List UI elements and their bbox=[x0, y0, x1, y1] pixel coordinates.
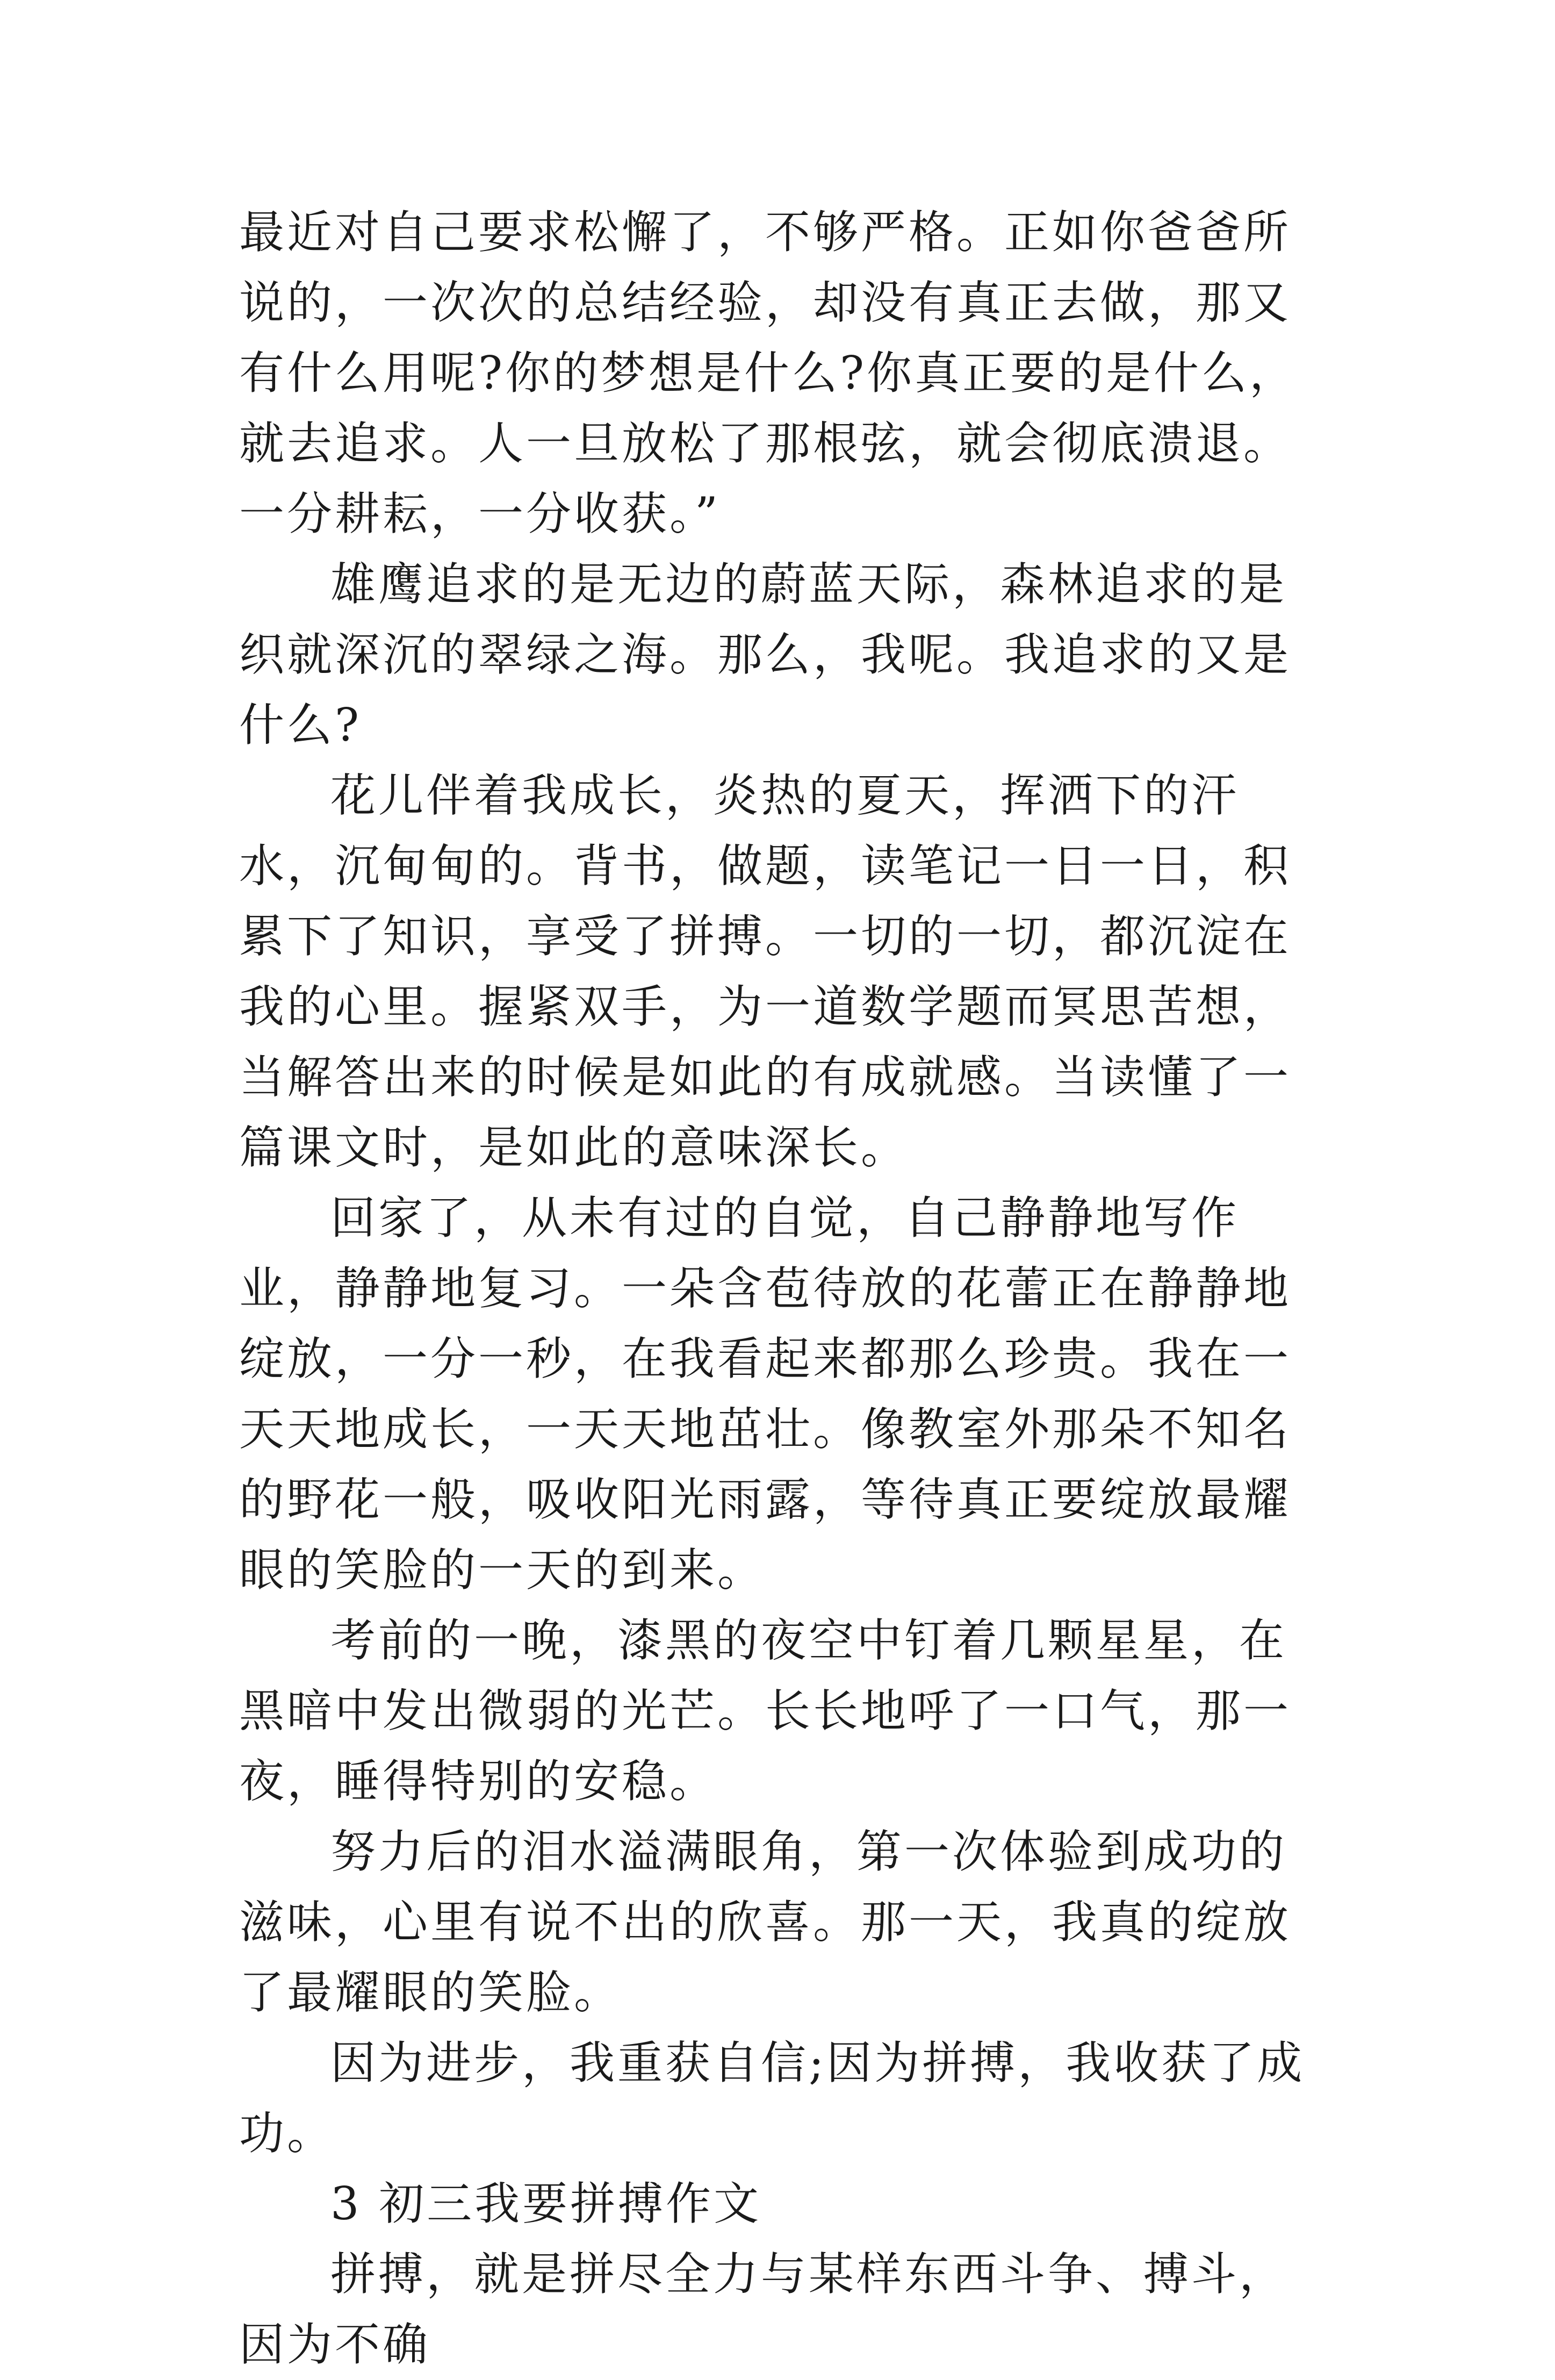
paragraph-struggle: 拼搏，就是拼尽全力与某样东西斗争、搏斗，因为不确 bbox=[239, 2248, 1287, 2371]
paragraph-progress: 因为进步，我重获自信;因为拼搏，我收获了成功。 bbox=[239, 2037, 1305, 2160]
paragraph-continuation: 最近对自己要求松懈了，不够严格。正如你爸爸所说的，一次次的总结经验，却没有真正去做，那又有什么用呢?你的梦想是什么?你真正要的是什么，就去追求。人一旦放松了那根弦，就会彻底溃退。一分耕耘，一分收获。” bbox=[239, 206, 1298, 540]
paragraph-night: 考前的一晚，漆黑的夜空中钉着几颗星星，在黑暗中发出微弱的光芒。长长地呼了一口气，那一夜，睡得特别的安稳。 bbox=[239, 1614, 1292, 1808]
document-body bbox=[239, 197, 1330, 2380]
paragraph-eagle: 雄鹰追求的是无边的蔚蓝天际，森林追求的是织就深沉的翠绿之海。那么，我呢。我追求的又是什么? bbox=[239, 558, 1292, 751]
paragraph-home: 回家了，从未有过的自觉，自己静静地写作业，静静地复习。一朵含苞待放的花蕾正在静静地绽放，一分一秒，在我看起来都那么珍贵。我在一天天地成长，一天天地茁壮。像教室外那朵不知名的野花一般，吸收阳光雨露，等待真正要绽放最耀眼的笑脸的一天的到来。 bbox=[239, 1192, 1292, 1596]
paragraph-tears: 努力后的泪水溢满眼角，第一次体验到成功的滋味，心里有说不出的欣喜。那一天，我真的绽放了最耀眼的笑脸。 bbox=[239, 1825, 1292, 2019]
section-heading: 3 初三我要拼搏作文 bbox=[330, 2177, 762, 2230]
paragraph-flowers: 花儿伴着我成长，炎热的夏天，挥洒下的汗水，沉甸甸的。背书，做题，读笔记一日一日，积累下了知识，享受了拼搏。一切的一切，都沉淀在我的心里。握紧双手，为一道数学题而冥思苦想，当解答出来的时候是如此的有成就感。当读懂了一篇课文时，是如此的意味深长。 bbox=[239, 769, 1292, 1174]
